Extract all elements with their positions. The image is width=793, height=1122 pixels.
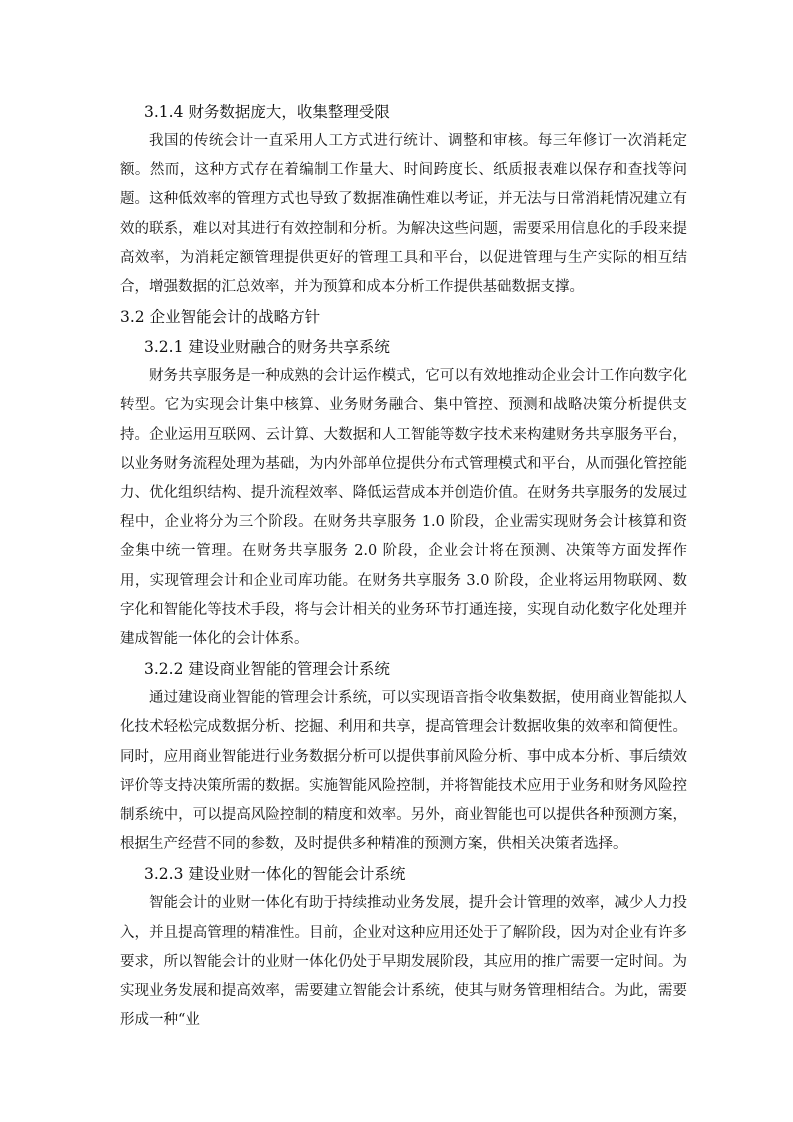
section-heading-3-1-4: 3.1.4 财务数据庞大，收集整理受限 bbox=[144, 103, 390, 121]
section-paragraph-3-2-1: 财务共享服务是一种成熟的会计运作模式，它可以有效地推动企业会计工作向数字化转型。它为实现会计集中核算、业务财务融合、集中管控、预测和战略决策分析提供支持。企业运用互联网、云计算、大数据和人工智能等数字技术来构建财务共享服务平台，以业务财务流程处理为基础，为内外部单位提供分布式管理模式和平台，从而强化管控能力、优化组织结构、提升流程效率、降低运营成本并创造价值。在财务共享服务的发展过程中，企业将分为三个阶段。在财务共享服务 1.0 阶段，企业需实现财务会计核算和资金集中统一管理。在财务共享服务 2.0 阶段，企业会计将在预测、决策等方面发挥作用，实现管理会计和企业司库功能。在财务共享服务 3.0 阶段，企业将运用物联网、数字化和智能化等技术手段，将与会计相关的业务环节打通连接，实现自动化数字化处理并建成智能一体化的会计体系。 bbox=[120, 368, 687, 648]
section-heading-3-2: 3.2 企业智能会计的战略方针 bbox=[120, 308, 321, 327]
document-body bbox=[120, 97, 687, 1035]
section-heading-3-2-2: 3.2.2 建设商业智能的管理会计系统 bbox=[144, 660, 390, 679]
section-paragraph-3-2-2: 通过建设商业智能的管理会计系统，可以实现语音指令收集数据，使用商业智能拟人化技术轻松完成数据分析、挖掘、利用和共享，提高管理会计数据收集的效率和简便性。同时，应用商业智能进行业务数据分析可以提供事前风险分析、事中成本分析、事后绩效评价等支持决策所需的数据。实施智能风险控制，并将智能技术应用于业务和财务风险控制系统中，可以提高风险控制的精度和效率。另外，商业智能也可以提供各种预测方案，根据生产经营不同的参数，及时提供多种精准的预测方案，供相关决策者选择。 bbox=[120, 690, 687, 853]
section-paragraph-3-2-3: 智能会计的业财一体化有助于持续推动业务发展，提升会计管理的效率，减少人力投入，并且提高管理的精准性。目前，企业对这种应用还处于了解阶段，因为对企业有许多要求，所以智能会计的业财一体化仍处于早期发展阶段，其应用的推广需要一定时间。为实现业务发展和提高效率，需要建立智能会计系统，使其与财务管理相结合。为此，需要形成一种“业 bbox=[120, 895, 687, 1029]
section-heading-3-2-1: 3.2.1 建设业财融合的财务共享系统 bbox=[144, 338, 390, 357]
section-paragraph-3-1-4: 我国的传统会计一直采用人工方式进行统计、调整和审核。每三年修订一次消耗定额。然而，这种方式存在着编制工作量大、时间跨度长、纸质报表难以保存和查找等问题。这种低效率的管理方式也导致了数据准确性难以考证，并无法与日常消耗情况建立有效的联系，难以对其进行有效控制和分析。为解决这些问题，需要采用信息化的手段来提高效率，为消耗定额管理提供更好的管理工具和平台，以促进管理与生产实际的相互结合，增强数据的汇总效率，并为预算和成本分析工作提供基础数据支撑。 bbox=[120, 133, 687, 296]
section-heading-3-2-3: 3.2.3 建设业财一体化的智能会计系统 bbox=[144, 865, 406, 884]
